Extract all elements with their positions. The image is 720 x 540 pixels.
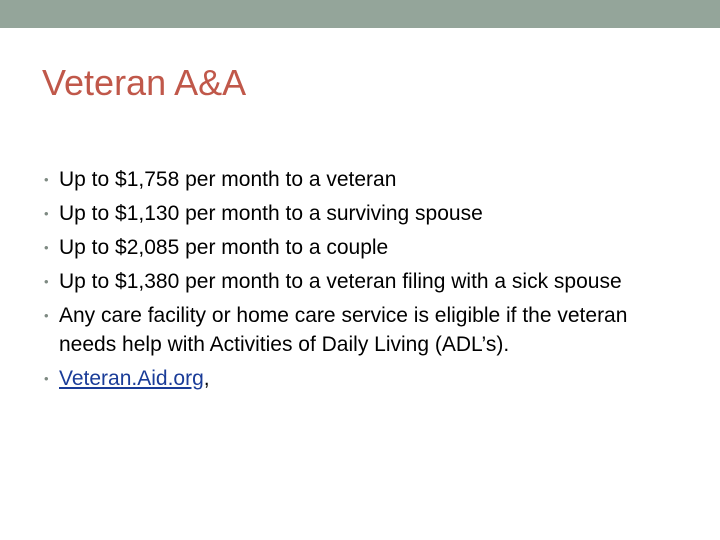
bullet-item	[44, 165, 684, 194]
bullet-text	[59, 364, 684, 393]
bullet-item	[44, 199, 684, 228]
bullet-point-icon: •	[44, 371, 49, 386]
slide-title: Veteran A&A	[42, 62, 247, 103]
bullet-text: Any care facility or home care service is eligible if the veteran needs help with Activities of Daily Living (ADL’s).	[59, 304, 628, 356]
bullet-item	[44, 233, 684, 262]
bullet-point-icon: •	[44, 206, 49, 221]
top-accent-bar	[0, 0, 720, 28]
bullet-point-icon: •	[44, 274, 49, 289]
link-suffix: ,	[203, 367, 210, 390]
bullet-point-icon: •	[44, 172, 49, 187]
bullet-text: Up to $1,130 per month to a surviving spouse	[59, 202, 483, 225]
bullet-text: Up to $1,758 per month to a veteran	[59, 168, 397, 191]
bullet-text: Up to $2,085 per month to a couple	[59, 236, 389, 259]
bullet-point-icon: •	[44, 308, 49, 323]
bullet-point-icon: •	[44, 240, 49, 255]
bullet-item	[44, 267, 684, 296]
veteran-aid-link[interactable]: Veteran.Aid.org	[59, 367, 204, 390]
bullet-list	[44, 165, 684, 398]
bullet-item	[44, 301, 684, 359]
bullet-text: Up to $1,380 per month to a veteran filing with a sick spouse	[59, 270, 622, 293]
bullet-item	[44, 364, 684, 393]
